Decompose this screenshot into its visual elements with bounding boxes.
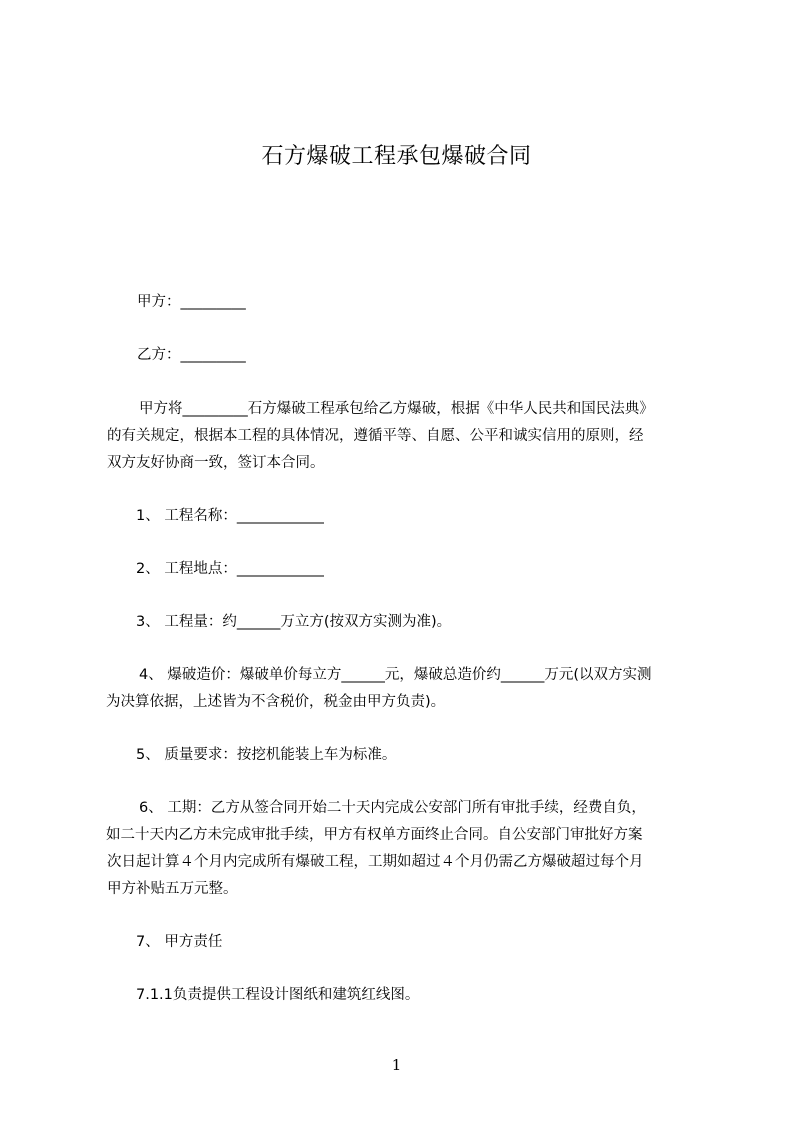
clause-6-line-1: 6、 工期：乙方从签合同开始二十天内完成公安部门所有审批手续，经费自负， — [139, 800, 646, 816]
clause-6-line-4: 甲方补贴五万元整。 — [107, 881, 238, 897]
intro-line-3: 双方友好协商一致，签订本合同。 — [107, 455, 325, 471]
intro-line-2: 的有关规定，根据本工程的具体情况，遵循平等、自愿、公平和诚实信用的原则，经 — [107, 428, 644, 444]
party-a-line: 甲方：_________ — [137, 294, 246, 310]
page-number: 1 — [391, 1056, 402, 1074]
party-b-line: 乙方：_________ — [137, 347, 246, 363]
intro-line-1: 甲方将_________石方爆破工程承包给乙方爆破，根据《中华人民共和国民法典》 — [139, 401, 654, 417]
document-title: 石方爆破工程承包爆破合同 — [261, 144, 532, 169]
clause-5-quality: 5、 质量要求：按挖机能装上车为标准。 — [136, 747, 397, 763]
clause-6-line-2: 如二十天内乙方未完成审批手续，甲方有权单方面终止合同。自公安部门审批好方案 — [106, 827, 643, 843]
clause-4-line-2: 为决算依据，上述皆为不含税价，税金由甲方负责)。 — [106, 694, 446, 710]
clause-3-quantity: 3、 工程量：约______万立方(按双方实测为准)。 — [136, 614, 452, 630]
clause-6-line-3: 次日起计算４个月内完成所有爆破工程，工期如超过４个月仍需乙方爆破超过每个月 — [107, 854, 644, 870]
clause-4-line-1: 4、 爆破造价：爆破单价每立方______元，爆破总造价约______万元(以双方实测 — [139, 667, 652, 683]
clause-7-1-1: 7.1.1负责提供工程设计图纸和建筑红线图。 — [136, 987, 420, 1003]
clause-7-party-a-duties: 7、 甲方责任 — [136, 934, 223, 950]
clause-1-project-name: 1、 工程名称：____________ — [136, 508, 324, 524]
clause-2-project-location: 2、 工程地点：____________ — [136, 561, 324, 577]
